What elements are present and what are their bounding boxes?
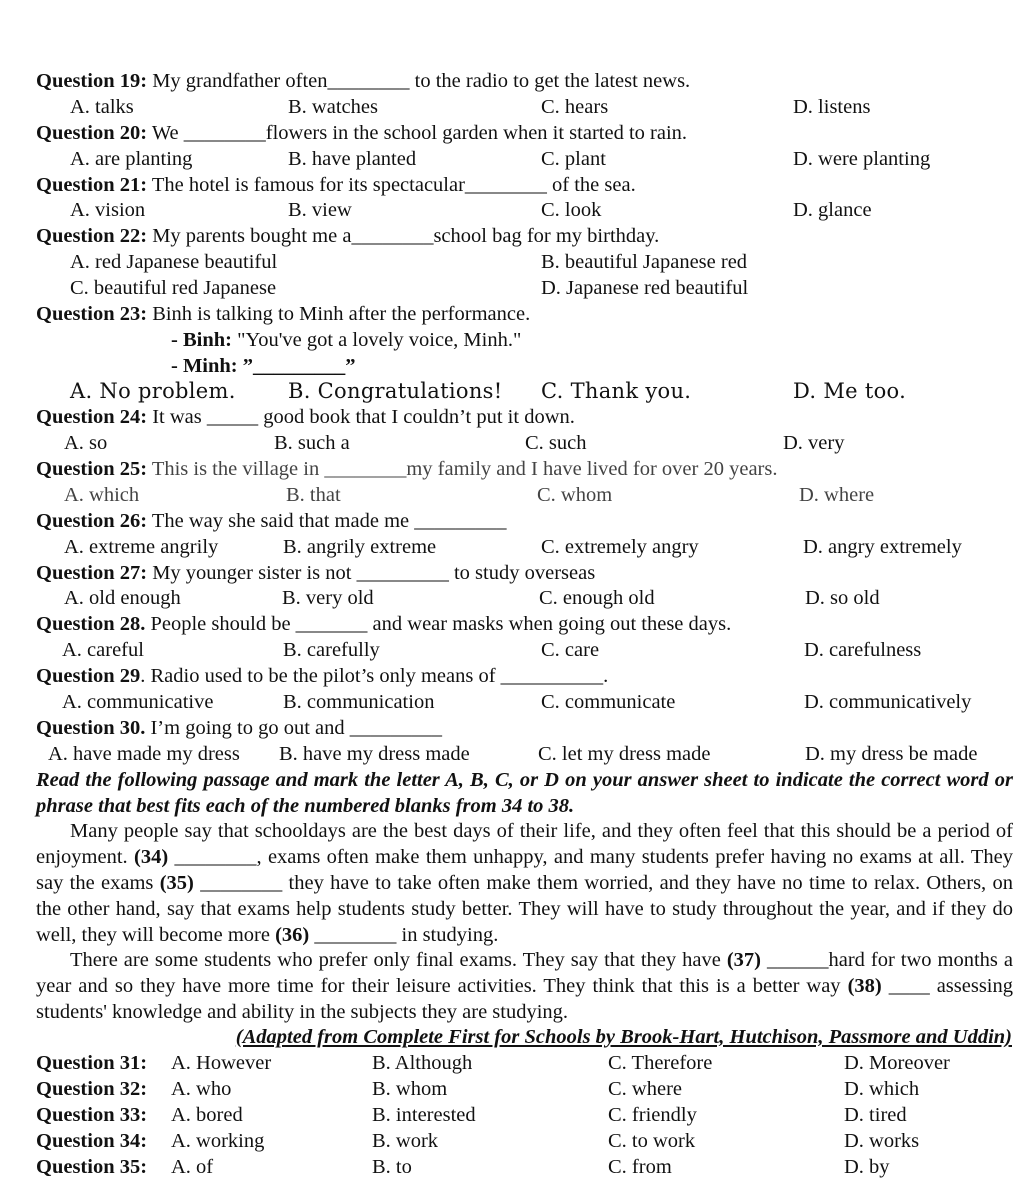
question-label: Question 21: bbox=[36, 174, 148, 196]
option-d: D. communicatively bbox=[804, 691, 972, 713]
question-28 bbox=[36, 611, 731, 637]
option-a: A. are planting bbox=[70, 148, 193, 170]
option-c: C. communicate bbox=[541, 691, 676, 713]
option-b: B. such a bbox=[274, 432, 350, 454]
passage-text: ________ they have to take often make them worried, and they have no time to relax. Others, on the other hand, say that exams help students study better. They will have to study throughout the year, and if they do well, they will become more bbox=[36, 872, 1013, 946]
option-d: D. Japanese red beautiful bbox=[541, 277, 749, 299]
passage-text: There are some students who prefer only final exams. They say that they have bbox=[70, 949, 727, 971]
speaker-binh: - Binh: bbox=[171, 329, 232, 351]
option-d: D. Me too. bbox=[793, 379, 907, 403]
answer-label bbox=[36, 1050, 147, 1076]
option-d: D. Moreover bbox=[844, 1052, 950, 1074]
option-c: C. care bbox=[541, 639, 600, 661]
option-c: C. extremely angry bbox=[541, 536, 699, 558]
answer-label bbox=[36, 1154, 147, 1180]
question-21 bbox=[36, 172, 636, 198]
question-stem: My grandfather often________ to the radio to get the latest news. bbox=[147, 70, 691, 92]
question-stem: My parents bought me a________school bag for my birthday. bbox=[147, 225, 660, 247]
option-b: B. Although bbox=[372, 1052, 473, 1074]
option-b: B. communication bbox=[283, 691, 435, 713]
reading-instruction: Read the following passage and mark the letter A, B, C, or D on your answer sheet to indicate the correct word or phrase that best fits each of the numbered blanks from 34 to 38. bbox=[36, 769, 1013, 817]
option-b: B. have my dress made bbox=[279, 743, 470, 765]
question-stem: The hotel is famous for its spectacular________ of the sea. bbox=[147, 174, 636, 196]
option-d: D. very bbox=[783, 432, 845, 454]
option-b: B. to bbox=[372, 1156, 412, 1178]
passage-text: ________ in studying. bbox=[309, 924, 499, 946]
question-22 bbox=[36, 223, 659, 249]
option-a: A. extreme angrily bbox=[64, 536, 219, 558]
question-label: Question 23: bbox=[36, 303, 148, 325]
option-a: A. However bbox=[171, 1052, 272, 1074]
option-c: C. let my dress made bbox=[538, 743, 711, 765]
option-b: B. beautiful Japanese red bbox=[541, 251, 748, 273]
option-b: B. carefully bbox=[283, 639, 380, 661]
option-c: C. whom bbox=[537, 484, 613, 506]
question-stem: Binh is talking to Minh after the performance. bbox=[147, 303, 531, 325]
option-c: C. beautiful red Japanese bbox=[70, 277, 277, 299]
question-label: Question 29 bbox=[36, 665, 141, 687]
question-label: Question 27: bbox=[36, 562, 148, 584]
question-27 bbox=[36, 560, 595, 586]
passage-text: ____ assessing students' knowledge and ability in the subjects they are studying. bbox=[36, 975, 1014, 1023]
option-d: D. by bbox=[844, 1156, 890, 1178]
answer-label bbox=[36, 1128, 147, 1154]
question-label: Question 32: bbox=[36, 1078, 148, 1100]
option-a: A. bored bbox=[171, 1104, 243, 1126]
option-c: C. from bbox=[608, 1156, 672, 1178]
option-b: B. angrily extreme bbox=[283, 536, 437, 558]
blank-36: (36) bbox=[275, 924, 310, 946]
passage-text: ______hard for two months a year and so they have more time for their leisure activities. They think that this is a better way bbox=[36, 949, 1014, 997]
question-label: Question 20: bbox=[36, 122, 148, 144]
question-label: Question 19: bbox=[36, 70, 148, 92]
option-c: C. look bbox=[541, 199, 602, 221]
question-25 bbox=[36, 456, 778, 482]
option-b: B. interested bbox=[372, 1104, 476, 1126]
dialogue-binh-text: "You've got a lovely voice, Minh." bbox=[231, 329, 522, 351]
question-29 bbox=[36, 663, 608, 689]
option-b: B. view bbox=[288, 199, 352, 221]
option-c: C. to work bbox=[608, 1130, 696, 1152]
option-c: C. such bbox=[525, 432, 587, 454]
question-label: Question 30. bbox=[36, 717, 146, 739]
question-label: Question 31: bbox=[36, 1052, 148, 1074]
option-d: D. were planting bbox=[793, 148, 931, 170]
option-c: C. hears bbox=[541, 96, 609, 118]
question-label: Question 28. bbox=[36, 613, 146, 635]
blank-35: (35) bbox=[159, 872, 194, 894]
blank-34: (34) bbox=[134, 846, 169, 868]
question-stem: This is the village in ________my family and I have lived for over 20 years. bbox=[147, 458, 778, 480]
option-a: A. which bbox=[64, 484, 140, 506]
option-c: C. Therefore bbox=[608, 1052, 713, 1074]
question-label: Question 34: bbox=[36, 1130, 148, 1152]
passage-text: Many people say that schooldays are the best days of their life, and they often feel that this should be a period of enjoyment. bbox=[36, 820, 1013, 868]
option-c: C. plant bbox=[541, 148, 606, 170]
question-23 bbox=[36, 301, 530, 327]
option-a: A. old enough bbox=[64, 587, 181, 609]
question-label: Question 25: bbox=[36, 458, 148, 480]
question-19 bbox=[36, 68, 690, 94]
question-stem: My younger sister is not _________ to study overseas bbox=[147, 562, 596, 584]
blank-37: (37) bbox=[726, 949, 761, 971]
question-label: Question 35: bbox=[36, 1156, 148, 1178]
option-a: A. who bbox=[171, 1078, 232, 1100]
speaker-minh: - Minh: ”_________” bbox=[171, 355, 356, 377]
option-a: A. of bbox=[171, 1156, 214, 1178]
option-a: A. talks bbox=[70, 96, 134, 118]
question-30 bbox=[36, 715, 442, 741]
option-b: B. whom bbox=[372, 1078, 448, 1100]
option-b: B. that bbox=[286, 484, 341, 506]
option-d: D. glance bbox=[793, 199, 872, 221]
question-24 bbox=[36, 404, 575, 430]
option-d: D. my dress be made bbox=[805, 743, 978, 765]
passage-source: (Adapted from Complete First for Schools by Brook-Hart, Hutchison, Passmore and Uddin) bbox=[235, 1026, 1012, 1048]
option-d: D. where bbox=[799, 484, 875, 506]
option-b: B. very old bbox=[282, 587, 374, 609]
option-c: C. enough old bbox=[539, 587, 655, 609]
question-stem: It was _____ good book that I couldn’t put it down. bbox=[147, 406, 575, 428]
question-label: Question 33: bbox=[36, 1104, 148, 1126]
question-stem: We ________flowers in the school garden when it started to rain. bbox=[147, 122, 688, 144]
option-d: D. carefulness bbox=[804, 639, 922, 661]
question-20 bbox=[36, 120, 687, 146]
passage-paragraph-1 bbox=[36, 818, 1013, 948]
dialogue-minh bbox=[171, 353, 356, 379]
question-26 bbox=[36, 508, 507, 534]
answer-label bbox=[36, 1076, 147, 1102]
option-a: A. vision bbox=[70, 199, 146, 221]
option-c: C. where bbox=[608, 1078, 683, 1100]
blank-38: (38) bbox=[847, 975, 882, 997]
option-b: B. watches bbox=[288, 96, 378, 118]
option-a: A. No problem. bbox=[70, 379, 236, 403]
question-stem: People should be _______ and wear masks when going out these days. bbox=[145, 613, 732, 635]
option-a: A. so bbox=[64, 432, 108, 454]
option-d: D. tired bbox=[844, 1104, 907, 1126]
passage-text: ________, exams often make them unhappy, and many students prefer having no exams at all. They say the exams bbox=[36, 846, 1013, 894]
option-c: C. friendly bbox=[608, 1104, 697, 1126]
option-c: C. Thank you. bbox=[541, 379, 692, 403]
option-a: A. working bbox=[171, 1130, 265, 1152]
question-label: Question 24: bbox=[36, 406, 148, 428]
option-d: D. so old bbox=[805, 587, 880, 609]
option-d: D. angry extremely bbox=[803, 536, 962, 558]
option-a: A. careful bbox=[62, 639, 144, 661]
question-stem: The way she said that made me _________ bbox=[147, 510, 507, 532]
question-label: Question 26: bbox=[36, 510, 148, 532]
answer-label bbox=[36, 1102, 147, 1128]
option-a: A. red Japanese beautiful bbox=[70, 251, 278, 273]
option-a: A. have made my dress bbox=[48, 743, 240, 765]
option-d: D. which bbox=[844, 1078, 920, 1100]
option-d: D. works bbox=[844, 1130, 920, 1152]
option-b: B. have planted bbox=[288, 148, 417, 170]
option-b: B. Congratulations! bbox=[288, 379, 503, 403]
option-b: B. work bbox=[372, 1130, 439, 1152]
option-d: D. listens bbox=[793, 96, 871, 118]
question-stem: I’m going to go out and _________ bbox=[145, 717, 443, 739]
question-label: Question 22: bbox=[36, 225, 148, 247]
dialogue-binh bbox=[171, 327, 521, 353]
question-stem: . Radio used to be the pilot’s only means of __________. bbox=[140, 665, 609, 687]
option-a: A. communicative bbox=[62, 691, 214, 713]
passage-paragraph-2 bbox=[36, 947, 1013, 1025]
